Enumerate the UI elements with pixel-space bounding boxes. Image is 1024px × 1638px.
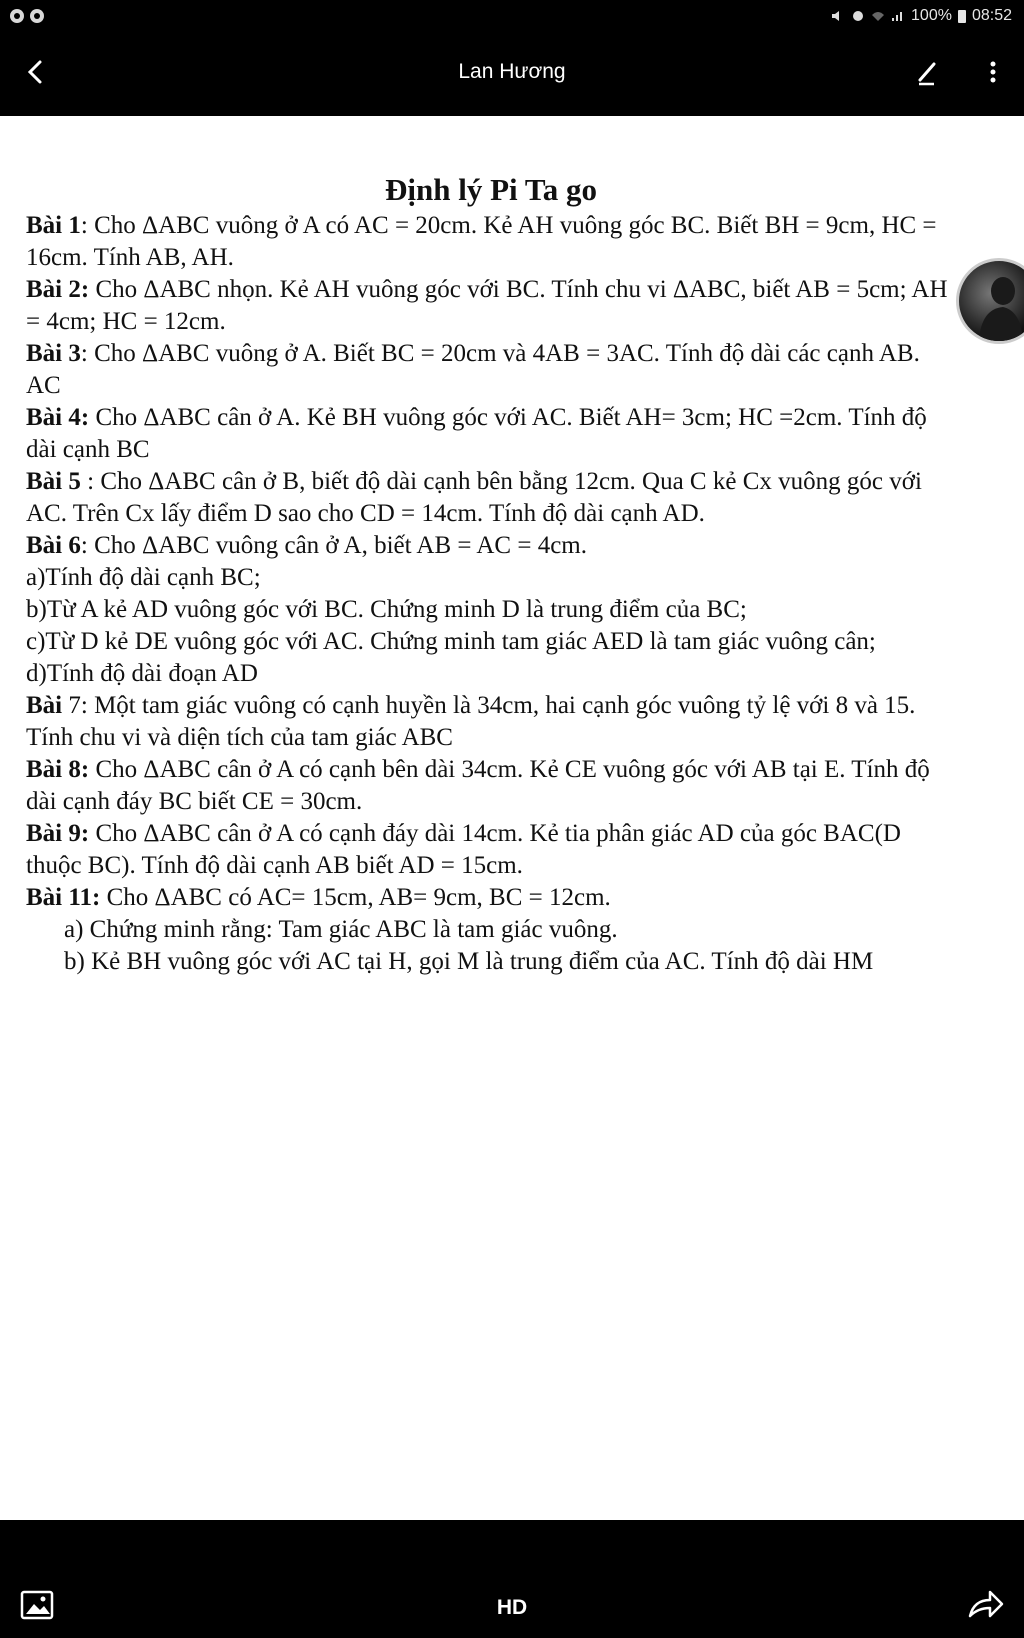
problem-9: Bài 9: Cho ΔABC cân ở A có cạnh đáy dài 14cm. Kẻ tia phân giác AD của góc BAC(D thuộc BC). Tính độ dài cạnh AB biết AD = 15cm.	[26, 820, 901, 879]
problem-8: Bài 8: Cho ΔABC cân ở A có cạnh bên dài 34cm. Kẻ CE vuông góc với AB tại E. Tính độ dài cạnh đáy BC biết CE = 30cm.	[26, 756, 930, 815]
document-image	[26, 170, 956, 978]
problem-5: Bài 5 : Cho ΔABC cân ở B, biết độ dài cạnh bên bằng 12cm. Qua C kẻ Cx vuông góc với AC. Trên Cx lấy điểm D sao cho CD = 14cm. Tính độ dài cạnh AD.	[26, 468, 922, 527]
problem-7: Bài 7: Một tam giác vuông có cạnh huyền là 34cm, hai cạnh góc vuông tỷ lệ với 8 và 15. Tính chu vi và diện tích của tam giác ABC	[26, 692, 916, 751]
problem-11-part-a: a) Chứng minh rằng: Tam giác ABC là tam giác vuông.	[64, 916, 618, 943]
problem-6-part: d)Tính độ dài đoạn AD	[26, 660, 258, 687]
hd-button[interactable]: HD	[496, 1596, 528, 1619]
problem-11: Bài 11: Cho ΔABC có AC= 15cm, AB= 9cm, BC = 12cm.	[26, 884, 611, 911]
clock: 08:52	[971, 7, 1012, 24]
status-bar	[0, 0, 1024, 34]
edit-pencil-icon[interactable]	[910, 54, 946, 90]
page-title: Lan Hương	[458, 60, 566, 83]
problem-6-part: c)Từ D kẻ DE vuông góc với AC. Chứng minh tam giác AED là tam giác vuông cân;	[26, 628, 876, 655]
alarm-icon	[851, 10, 865, 22]
messenger-icon-2	[30, 9, 44, 23]
problem-6: Bài 6: Cho ΔABC vuông cân ở A, biết AB = AC = 4cm.	[26, 532, 587, 559]
battery-icon	[958, 10, 966, 23]
more-vert-icon[interactable]	[978, 54, 1008, 90]
app-header	[0, 34, 1024, 116]
battery-percent: 100%	[911, 7, 952, 24]
notification-icons	[10, 9, 44, 23]
chat-head-avatar[interactable]	[956, 258, 1024, 344]
messenger-icon	[10, 9, 24, 23]
mute-icon	[831, 10, 845, 22]
person-silhouette-icon	[959, 261, 1024, 341]
status-right	[831, 7, 1012, 25]
share-icon[interactable]	[966, 1588, 1006, 1622]
problem-1: Bài 1: Cho ΔABC vuông ở A có AC = 20cm. Kẻ AH vuông góc BC. Biết BH = 9cm, HC = 16cm. Tính AB, AH.	[26, 212, 937, 271]
problem-3: Bài 3: Cho ΔABC vuông ở A. Biết BC = 20cm và 4AB = 3AC. Tính độ dài các cạnh AB. AC	[26, 340, 920, 399]
problem-4: Bài 4: Cho ΔABC cân ở A. Kẻ BH vuông góc với AC. Biết AH= 3cm; HC =2cm. Tính độ dài cạnh BC	[26, 404, 927, 463]
document-title: Định lý Pi Ta go	[385, 172, 597, 207]
bottom-toolbar	[0, 1520, 1024, 1638]
signal-icon	[891, 10, 905, 22]
problem-6-part: a)Tính độ dài cạnh BC;	[26, 564, 261, 591]
problem-2: Bài 2: Cho ΔABC nhọn. Kẻ AH vuông góc với BC. Tính chu vi ΔABC, biết AB = 5cm; AH = 4cm; HC = 12cm.	[26, 276, 948, 335]
problem-6-part: b)Từ A kẻ AD vuông góc với BC. Chứng minh D là trung điểm của BC;	[26, 596, 747, 623]
wifi-icon	[871, 10, 885, 22]
problem-11-part-b: b) Kẻ BH vuông góc với AC tại H, gọi M là trung điểm của AC. Tính độ dài HM	[64, 948, 874, 975]
